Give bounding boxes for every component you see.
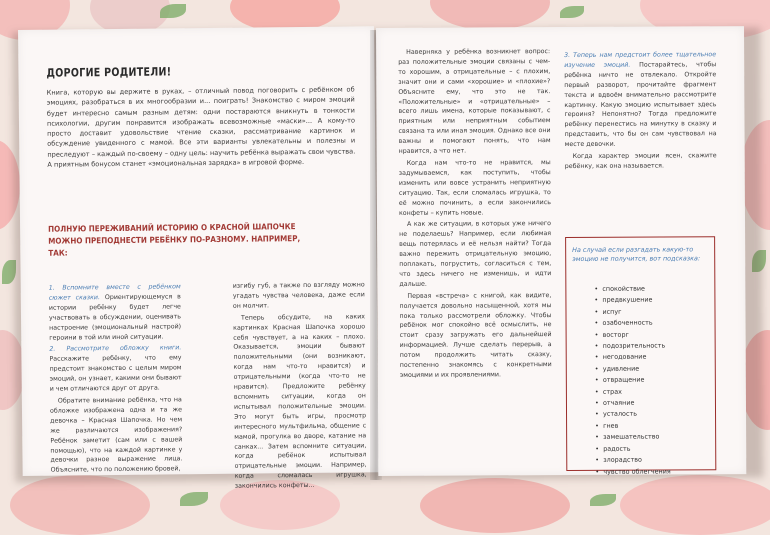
list-item: • чувство облегчения [595,466,670,478]
hint-title: На случай если разгадать какую-то эмоцию не получится, вот подсказка: [572,245,701,264]
intro-paragraph: Книга, которую вы держите в руках, – отличный повод поговорить с ребёнком об эмоциях, разобраться в их многообразии и... поиграть! Знакомство с миром эмоций будет интересно самым разным детям: одни постараются вникнуть в тонкости психологии, другим понравится изображать всевозможные «маски»... А кому-то просто доставит удовольствие чтение сказки, рассматривание картинок и обсуждение увиденного с мамой. Все эти варианты увлекательны и полезны и преследуют – каждый по-своему – одну цель: научить ребёнка выражать свои чувства. А приятным бонусом станет «эмоциональная зарядка» в игровой форме. [46,85,356,169]
left-column-1 [49,282,183,478]
right-page [376,26,746,476]
list-item: • подозрительность [595,340,670,352]
list-item: • негодование [595,352,670,364]
list-item: • испуг [594,306,669,318]
right-column-1 [398,47,552,383]
paragraph: Теперь обсудите, на каких картинках Красная Шапочка хорошо себя чувствует, а на каких – плохо. Оказывается, эмоции бывают положительными (они возникают, когда нам что-то нравится) и отрицательными (когда что-то не нравится). Предложите ребёнку вспомнить ситуации, когда он испытывал положительные эмоции. Это могут быть игры, просмотр интересного мультфильма, общение с мамой, прогулка во дворе, катание на санках... Затем вспомните ситуации, когда ребёнок испытывал отрицательные эмоции. Например, когда сломалась игрушка, закончились конфеты... [233,313,367,490]
list-item: • злорадство [595,455,670,467]
list-item: • озабоченность [595,318,670,330]
list-item: • спокойствие [594,283,669,295]
paragraph: А как же ситуации, в которых уже ничего не поделаешь? Например, если любимая вещь потерялась и её нельзя найти? Тогда важно пережить отрицательную эмоцию, поплакать, погрустить, согласиться с тем, что здесь ничего не изменишь, и идти дальше. [399,220,552,288]
list-item: • гнев [595,420,670,432]
section-subheading: ПОЛНУЮ ПЕРЕЖИВАНИЙ ИСТОРИЮ О КРАСНОЙ ШАПОЧКЕ МОЖНО ПРЕПОДНЕСТИ РЕБЁНКУ ПО-РАЗНОМУ. НАПРИМЕР, ТАК: [48,222,301,258]
paragraph: изгибу губ, а также по взгляду можно угадать чувства человека, даже если он молчит. [232,281,365,310]
list-item: • удивление [595,363,670,375]
paragraph: Наверняка у ребёнка возникнет вопрос: раз положительные эмоции связаны с чем-то хорошим, а отрицательные – с плохим, значит они и сами «хорошие» и «плохие»? Объясните ему, что это не так. «Положительные» и «отрицательные» – всего лишь имена, которые показывают, с приятным или неприятным событием связана та или иная эмоция. Однако все они важны и помогают понять, что нам нравится, а что нет. [398,48,551,155]
paragraph: 3. Теперь нам предстоит более тщательное изучение эмоций. Постарайтесь, чтобы ребёнка ничто не отвлекало. Откройте первый разворот, прочитайте фрагмент текста и вдвоём внимательно рассмотрите картинку. Какую эмоцию испытывает здесь героиня? Непонятно? Тогда предложите ребёнку перенестись на минутку в сказку и представить, что бы он сам чувствовал на месте девочки. [564,51,717,149]
paragraph: 2. Рассмотрите обложку книги. Расскажите ребёнку, что ему предстоит знакомство с целым миром эмоций, он узнает, какими они бывают и чем отличаются друг от друга. [49,344,182,393]
list-item: • радость [595,443,670,455]
list-item: • страх [595,386,670,398]
left-column-2 [233,280,367,493]
list-item: • замешательство [595,432,670,444]
paragraph: Когда нам что-то не нравится, мы задумываемся, как поступить, чтобы изменить или вовсе устранить неприятную ситуацию. Так, если сломалась игрушка, то её можно починить, а если закончились конфеты – купить новые. [398,159,551,217]
emotion-hint-box [565,236,716,476]
page-heading: ДОРОГИЕ РОДИТЕЛИ! [46,64,172,80]
left-page [18,26,379,490]
list-item: • отчаяние [595,398,670,410]
paragraph: Когда характер эмоции ясен, скажите ребёнку, как она называется. [564,152,717,170]
emotion-list [594,283,670,477]
list-item: • усталость [595,409,670,421]
paragraph: 1. Вспомните вместе с ребёнком сюжет сказки. Ориентирующемуся в истории ребёнку будет легче участвовать в обсуждении, оценивать настроение (эмоциональный настрой) героини в той или иной ситуации. [48,283,182,342]
paragraph: Первая «встреча» с книгой, как видите, получается довольно насыщенной, хотя мы пока только рассмотрели обложку. Чтобы ребёнок мог спокойно всё осмыслить, не стоит сразу загружать его дальнейшей информацией. Лучше сделать перерыв, а потом продолжить читать сказку, постепенно знакомясь с конкретными эмоциями и их проявлениями. [399,291,552,379]
paragraph: Обратите внимание ребёнка, что на обложке изображена одна и та же девочка – Красная Шапочка. Но чем же различаются изображения? Ребёнок заметит (сам или с вашей помощью), что на каждой картинке у девочки разное выражение лица. Объясните, что по положению бровей, [49,396,183,474]
list-item: • восторг [595,329,670,341]
list-item: • предвкушение [594,295,669,307]
list-item: • отвращение [595,375,670,387]
right-column-2 [564,50,717,174]
